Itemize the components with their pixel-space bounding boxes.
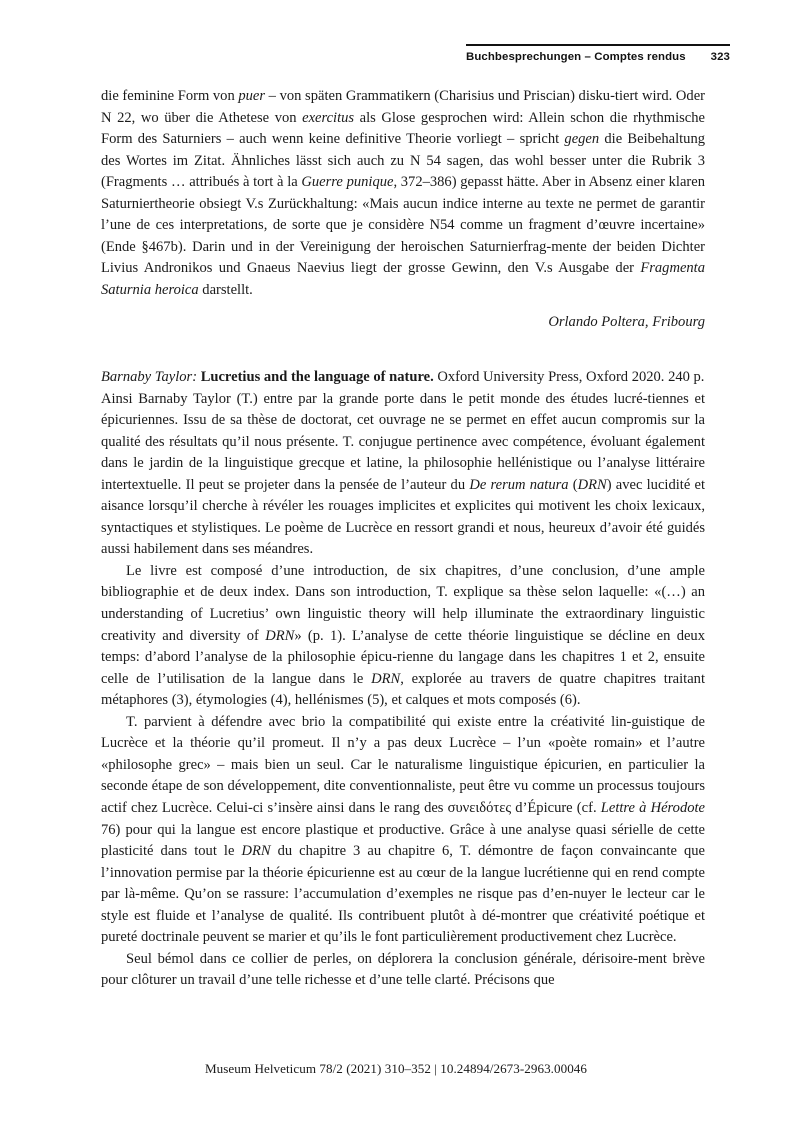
running-head-row <box>466 51 730 63</box>
italic-run: exercitus <box>302 109 355 126</box>
journal-citation: Museum Helveticum 78/2 (2021) 310–352 | 10.24894/2673-2963.00046 <box>204 1061 588 1076</box>
italic-run: DRN <box>577 476 607 493</box>
italic-run: Fragmenta Saturnia heroica <box>101 260 705 298</box>
italic-run: DRN <box>241 843 271 860</box>
italic-run: DRN <box>371 670 401 687</box>
page-footer <box>0 1060 792 1078</box>
previous-review-paragraph: die feminine Form von puer – von späten Grammatikern (Charisius und Priscian) disku-tiert wird. Oder N 22, wo über die Athetese von exercitus als Glose gesprochen wird: Allein schon die rhythmische Form des Saturniers – auch wenn keine definitive Theorie vorliegt – spricht gegen die Beibehaltung des Wortes im Zitat. Ähnliches lässt sich auch zu N 54 sagen, das wohl besser unter die Rubrik 3 (Fragments … attribués à tort à la Guerre punique, 372–386) gepasst hätte. Aber in Absenz einer klaren Saturniertheorie obsiegt V.s Zurückhaltung: «Mais aucun indice interne au texte ne permet de garantir l’une de ces interpretations, de sorte que je considère N54 comme un fragment d’œuvre incertaine» (Ende §467b). Darin und in der Vereinigung der heroischen Saturnierfrag-mente der beiden Dichter Livius Andronikos und Gnaeus Naevius liegt der grosse Gewinn, den V.s Ausgabe der Fragmenta Saturnia heroica darstellt. <box>101 88 705 298</box>
review-paragraph-3: T. parvient à défendre avec brio la compatibilité qui existe entre la créativité lin-guistique de Lucrèce et la théorie qu’il promeut. Il n’y a pas deux Lucrèce – l’un «poète romain» et l’autre «philosophe grec» – mais bien un seul. Car le naturalisme linguistique épicurien, en particulier la seconde étape de son développement, dite conventionnaliste, peut être vu comme un processus toujours actif chez Lucrèce. Celui-ci s’insère ainsi dans le rang des συνειδότες d’Épicure (cf. Lettre à Hérodote 76) pour qui la langue est encore plastique et productive. Grâce à une analyse quasi sérielle de cette plasticité dans tout le DRN du chapitre 3 au chapitre 6, T. démontre de façon convaincante que l’innovation permise par la théorie épicurienne est au cœur de la langue lucrétienne qui en rend compte par là-même. Qu’on se rassure: l’accumulation d’exemples ne risque pas d’en-nuyer le lecteur car le style est fluide et l’analyse de qualité. Ils contribuent plutôt à dé-montrer que créativité poétique et pureté doctrinale peuvent se marier et qu’ils le font particulièrement productivement chez Lucrèce. <box>101 713 705 946</box>
review-author: Barnaby Taylor: <box>101 369 198 386</box>
italic-run: DRN <box>265 627 295 644</box>
previous-review-signature: Orlando Poltera, Fribourg <box>548 314 705 331</box>
review-heading <box>101 367 705 389</box>
italic-run: De rerum natura <box>469 476 569 493</box>
review-paragraph-1: Ainsi Barnaby Taylor (T.) entre par la grande porte dans le petit monde des études lucré-tiennes et épicuriennes. Issu de sa thèse de doctorat, cet ouvrage ne se permet en effet aucun compromis sur la qualité des résultats qu’il nous présente. T. conjugue pertinence avec compétence, évoluant également dans le jardin de la linguistique grecque et latine, la philosophie hellénistique ou l’analyse littéraire intertextuelle. Il peut se projeter dans la pensée de l’auteur du De rerum natura (DRN) avec lucidité et aisance lorsqu’il cherche à révéler les rouages implicites et explicites qui motivent les choix lexicaux, syntactiques et stylistiques. Le poème de Lucrèce en ressort grandi et nous, heureux d’avoir été guidés aussi habilement dans ses méandres. <box>101 390 705 558</box>
review-paragraph-4: Seul bémol dans ce collier de perles, on déplorera la conclusion générale, dérisoire-ment brève pour clôturer un travail d’une telle richesse et d’une telle clarté. Précisons que <box>101 950 705 989</box>
review-paragraph-2: Le livre est composé d’une introduction, de six chapitres, d’une conclusion, d’une ample bibliographie et de deux index. Dans son introduction, T. explique sa thèse selon laquelle: «(…) an understanding of Lucretius’ own linguistic theory will help illuminate the extraordinary linguistic creativity and diversity of DRN» (p. 1). L’analyse de cette théorie linguistique se décline en deux temps: d’abord l’analyse de la philosophie épicu-rienne du langage dans les chapitres 1 et 2, ensuite celle de l’utilisation de la langue dans le DRN, explorée au travers de quatre chapitres traitant métaphores (3), étymologies (4), hellénismes (5), et calques et mots composés (6). <box>101 562 705 709</box>
review-imprint: Oxford University Press, Oxford 2020. 240 p. <box>437 369 705 386</box>
italic-run: Guerre punique <box>301 174 394 191</box>
italic-run: puer <box>238 88 266 104</box>
italic-run: gegen <box>564 131 600 148</box>
running-head <box>466 44 730 63</box>
italic-run: Lettre à Hérodote <box>600 799 705 816</box>
running-head-rule <box>466 44 730 46</box>
page-number: 323 <box>710 51 730 63</box>
review-book-title: Lucretius and the language of nature. <box>200 369 434 386</box>
running-head-title: Buchbesprechungen – Comptes rendus <box>466 51 686 63</box>
page-content <box>101 86 705 992</box>
